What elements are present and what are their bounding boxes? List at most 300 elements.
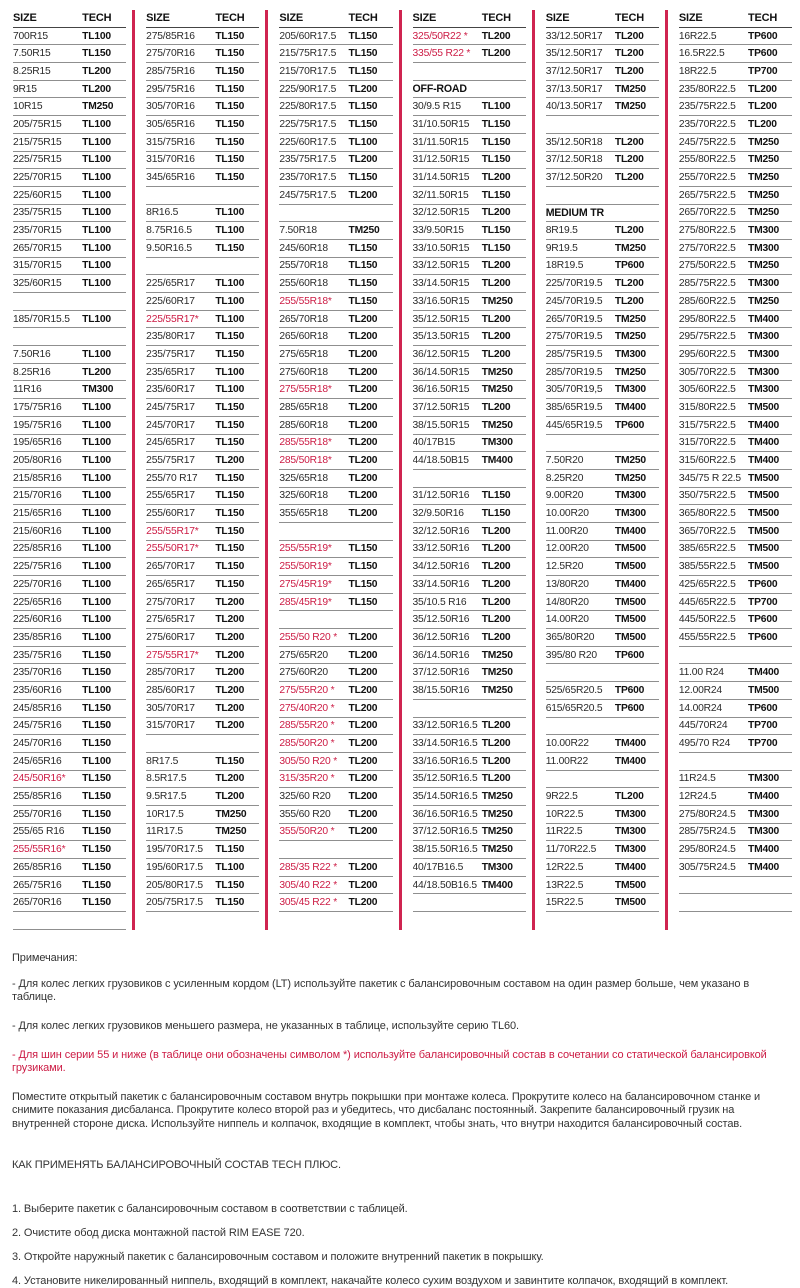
size-cell: 31/12.50R15 (412, 154, 470, 166)
tech-cell: TL100 (82, 596, 111, 608)
size-cell: 275/60R18 (279, 366, 328, 378)
table-row (679, 169, 792, 187)
size-cell: 36/16.50R16.5 (412, 808, 478, 820)
tech-cell: TP600 (614, 702, 645, 714)
table-row (279, 859, 392, 877)
size-cell: 235/60R16 (13, 684, 62, 696)
table-row (679, 275, 792, 293)
table-row (146, 806, 259, 824)
tech-cell: TM250 (481, 384, 513, 396)
size-cell: 255/55R18* (279, 295, 332, 307)
size-cell: 355/65R18 (279, 508, 328, 520)
tech-cell: TL200 (348, 897, 378, 909)
table-row (279, 187, 392, 205)
table-row (13, 435, 126, 453)
row-spacer (146, 258, 259, 276)
tech-cell: TP600 (748, 614, 778, 626)
size-cell: 285/45R19* (279, 596, 332, 608)
table-row (546, 452, 659, 470)
tech-cell: TM300 (748, 348, 780, 360)
table-row (546, 824, 659, 842)
tech-cell: TM300 (748, 225, 780, 237)
table-row (679, 594, 792, 612)
size-cell: 275/45R19* (279, 578, 332, 590)
size-cell: 285/50R20 * (279, 738, 335, 750)
tech-cell: TM300 (748, 278, 780, 290)
size-cell: 225/75R15 (13, 154, 62, 166)
size-cell: 11.00R22 (545, 755, 588, 767)
table-row (413, 293, 526, 311)
tech-cell: TL200 (348, 348, 378, 360)
tech-cell: TL150 (82, 702, 111, 714)
tech-cell: TL200 (481, 720, 511, 732)
table-row (279, 28, 392, 46)
size-cell: 225/75R16 (13, 561, 62, 573)
size-cell: 245/65R16 (13, 755, 62, 767)
table-row (279, 505, 392, 523)
table-row (146, 505, 259, 523)
size-cell: 275/55R17* (146, 649, 199, 661)
size-cell: 225/85R16 (13, 543, 62, 555)
tech-cell: TM500 (614, 543, 646, 555)
size-cell: 205/75R15 (13, 118, 62, 130)
size-cell: 11R24.5 (678, 773, 716, 785)
tech-cell: TL200 (348, 189, 378, 201)
size-cell: 34/12.50R16 (412, 561, 470, 573)
size-cell: 40/17B16.5 (412, 861, 464, 873)
tech-cell: TM300 (82, 384, 114, 396)
tech-cell: TL150 (82, 897, 111, 909)
size-cell: 9R15 (13, 83, 37, 95)
table-row (413, 45, 526, 63)
size-cell: 345/65R16 (146, 172, 195, 184)
size-cell: 245/50R16* (13, 773, 66, 785)
table-row (13, 417, 126, 435)
tech-cell: TM250 (748, 172, 780, 184)
size-cell: 235/65R17 (146, 366, 195, 378)
table-row (279, 700, 392, 718)
size-cell: 225/60R15 (13, 189, 62, 201)
table-column (668, 10, 798, 930)
tech-cell: TL100 (82, 437, 111, 449)
size-cell: 235/75R15 (13, 207, 62, 219)
size-cell: 11.00R20 (545, 525, 588, 537)
tech-header-label: TECH (614, 12, 645, 25)
table-row (279, 399, 392, 417)
tech-cell: TM300 (614, 826, 646, 838)
table-row (279, 753, 392, 771)
table-row (679, 523, 792, 541)
row-spacer (13, 912, 126, 930)
tech-cell: TM300 (748, 242, 780, 254)
size-cell: 285/70R19.5 (545, 366, 603, 378)
tech-cell: TL150 (215, 472, 245, 484)
tech-cell: TM400 (614, 738, 646, 750)
size-cell: 14.00R24 (678, 702, 722, 714)
tech-cell: TL150 (215, 348, 245, 360)
table-column (402, 10, 535, 930)
table-row (546, 258, 659, 276)
tech-cell: TM400 (614, 755, 646, 767)
table-row (13, 116, 126, 134)
size-cell: 315/70R22.5 (678, 437, 736, 449)
size-cell: 33/12.50R17 (545, 30, 603, 42)
size-cell: 245/70R17 (146, 419, 195, 431)
size-cell: 285/60R22.5 (678, 295, 736, 307)
table-row (413, 187, 526, 205)
size-cell: 285/70R17 (146, 667, 195, 679)
tech-cell: TL200 (481, 631, 511, 643)
size-cell: 285/65R18 (279, 401, 328, 413)
tech-cell: TL200 (348, 154, 378, 166)
size-cell: 285/55R18* (279, 437, 332, 449)
table-row (13, 541, 126, 559)
size-cell: 195/60R17.5 (146, 861, 203, 873)
size-header-label: SIZE (678, 12, 703, 25)
table-row (279, 718, 392, 736)
size-cell: 18R19.5 (545, 260, 584, 272)
size-cell: 255/50R19* (279, 561, 332, 573)
table-row (13, 470, 126, 488)
tech-cell: TM300 (748, 331, 780, 343)
table-row (13, 346, 126, 364)
size-cell: 12R24.5 (678, 791, 717, 803)
table-row (146, 824, 259, 842)
size-cell: 255/50R17* (146, 543, 199, 555)
table-row (546, 523, 659, 541)
size-cell: 16.5R22.5 (678, 48, 725, 60)
tech-cell: TM300 (481, 861, 513, 873)
tech-cell: TL200 (614, 278, 644, 290)
tech-cell: TM400 (748, 791, 780, 803)
row-spacer (146, 735, 259, 753)
tech-cell: TL150 (82, 738, 111, 750)
table-row (279, 311, 392, 329)
table-row (279, 81, 392, 99)
tech-cell: TM250 (748, 260, 780, 272)
size-cell: 8.5R17.5 (146, 773, 187, 785)
row-spacer (279, 841, 392, 859)
table-row (546, 169, 659, 187)
tech-cell: TL200 (348, 738, 378, 750)
size-cell: 225/65R17 (146, 278, 195, 290)
table-row (679, 576, 792, 594)
table-row (413, 788, 526, 806)
tech-cell: TL150 (215, 490, 245, 502)
table-row (546, 488, 659, 506)
table-row (146, 45, 259, 63)
table-row (13, 841, 126, 859)
size-cell: 8.25R16 (13, 366, 51, 378)
tech-cell: TL200 (348, 490, 378, 502)
size-cell: 305/70R19,5 (545, 384, 603, 396)
table-row (13, 98, 126, 116)
table-row (146, 293, 259, 311)
tech-cell: TM250 (481, 667, 513, 679)
tech-cell: TL150 (215, 543, 245, 555)
size-cell: 38/15.50R16.5 (412, 844, 478, 856)
size-cell: 295/80R22.5 (678, 313, 736, 325)
size-cell: 225/70R15 (13, 172, 62, 184)
tech-cell: TL200 (348, 879, 378, 891)
tech-cell: TM500 (614, 561, 646, 573)
table-row (413, 594, 526, 612)
size-cell: 315/70R15 (13, 260, 62, 272)
tech-cell: TL200 (481, 614, 511, 626)
table-row (413, 718, 526, 736)
tech-cell: TL100 (82, 684, 111, 696)
tech-cell: TL200 (215, 702, 245, 714)
table-row (279, 63, 392, 81)
table-row (279, 629, 392, 647)
tech-cell: TL150 (82, 720, 111, 732)
size-cell: 255/75R17 (146, 455, 195, 467)
table-column (268, 10, 401, 930)
table-row (279, 824, 392, 842)
table-row (279, 381, 392, 399)
table-row (146, 470, 259, 488)
tech-cell: TL200 (481, 738, 511, 750)
table-row (13, 611, 126, 629)
size-cell: 37/12.50R18 (545, 154, 603, 166)
size-cell: 36/14.50R16 (412, 649, 470, 661)
size-cell: 265/70R19.5 (545, 313, 603, 325)
tech-cell: TM250 (481, 826, 513, 838)
tech-cell: TM250 (748, 207, 780, 219)
table-row (279, 293, 392, 311)
tech-cell: TM250 (748, 295, 780, 307)
size-cell: 315/60R22.5 (678, 455, 736, 467)
size-cell: 215/75R15 (13, 136, 62, 148)
table-row (146, 877, 259, 895)
row-spacer (279, 523, 392, 541)
tech-cell: TL100 (215, 861, 245, 873)
table-row (279, 470, 392, 488)
size-cell: 495/70 R24 (678, 738, 731, 750)
table-row (546, 647, 659, 665)
tech-cell: TL150 (215, 136, 245, 148)
section-label: OFF-ROAD (412, 83, 467, 96)
tech-cell: TL200 (215, 614, 245, 626)
table-row (546, 240, 659, 258)
size-cell: 33/14.50R16 (412, 578, 470, 590)
size-cell: 255/85R16 (13, 791, 62, 803)
size-cell: 40/13.50R17 (545, 101, 603, 113)
tech-cell: TL200 (481, 596, 511, 608)
table-row (546, 98, 659, 116)
tech-cell: TM300 (748, 808, 780, 820)
table-row (413, 647, 526, 665)
table-row (413, 311, 526, 329)
table-row (146, 399, 259, 417)
tech-cell: TM250 (481, 419, 513, 431)
size-cell: 255/55R17* (146, 525, 199, 537)
tech-cell: TL150 (481, 490, 511, 502)
size-header-label: SIZE (279, 12, 303, 25)
size-cell: 525/65R20.5 (545, 684, 603, 696)
size-cell: 385/65R19.5 (545, 401, 603, 413)
table-row (546, 81, 659, 99)
table-row (279, 771, 392, 789)
table-row (146, 98, 259, 116)
table-row (413, 806, 526, 824)
tech-cell: TM300 (614, 844, 646, 856)
table-row (279, 45, 392, 63)
table-row (146, 452, 259, 470)
size-cell: 7.50R18 (279, 225, 317, 237)
size-cell: 30/9.5 R15 (412, 101, 461, 113)
size-cell: 11/70R22.5 (545, 844, 597, 856)
size-cell: 295/60R22.5 (678, 348, 736, 360)
tech-cell: TM500 (748, 472, 780, 484)
table-row (146, 435, 259, 453)
size-cell: 8R19.5 (545, 225, 578, 237)
tech-cell: TM500 (748, 684, 780, 696)
table-row (679, 28, 792, 46)
size-cell: 7.50R16 (13, 348, 51, 360)
tech-cell: TL150 (348, 596, 378, 608)
table-row (13, 258, 126, 276)
table-row (146, 523, 259, 541)
table-row (413, 576, 526, 594)
size-cell: 265/70R16 (13, 897, 62, 909)
size-cell: 285/35 R22 * (279, 861, 338, 873)
table-row (146, 541, 259, 559)
tech-cell: TL200 (348, 419, 378, 431)
size-cell: 265/70R17 (146, 561, 195, 573)
size-cell: 305/70R16 (146, 101, 195, 113)
size-cell: 235/80R17 (146, 331, 195, 343)
size-cell: 10R17.5 (146, 808, 184, 820)
table-row (546, 629, 659, 647)
size-cell: 275/70R19.5 (545, 331, 603, 343)
table-row (546, 45, 659, 63)
size-cell: 35/13.50R15 (412, 331, 470, 343)
size-cell: 235/80R22.5 (678, 83, 736, 95)
tech-cell: TL150 (82, 649, 111, 661)
table-row (146, 611, 259, 629)
tech-cell: TL150 (348, 561, 378, 573)
table-column (535, 10, 668, 930)
size-cell: 14.00R20 (545, 614, 589, 626)
table-row (279, 152, 392, 170)
table-row (146, 859, 259, 877)
size-cell: 36/12.50R15 (412, 348, 470, 360)
table-row (13, 859, 126, 877)
size-cell: 455/55R22.5 (678, 631, 736, 643)
size-cell: 33/12.50R15 (412, 260, 470, 272)
table-row (413, 841, 526, 859)
table-row (413, 541, 526, 559)
tech-cell: TL200 (481, 172, 511, 184)
table-row (146, 558, 259, 576)
tech-header-label: TECH (748, 12, 778, 25)
tech-cell: TM500 (748, 561, 780, 573)
size-cell: 365/80R20 (545, 631, 595, 643)
size-cell: 315/35R20 * (279, 773, 335, 785)
table-row (13, 187, 126, 205)
table-row (679, 488, 792, 506)
row-spacer (546, 718, 659, 736)
table-row (146, 682, 259, 700)
table-row (146, 718, 259, 736)
table-row (13, 169, 126, 187)
column-header (546, 10, 659, 28)
table-row (679, 664, 792, 682)
table-row (413, 488, 526, 506)
table-row (146, 205, 259, 223)
table-row (146, 788, 259, 806)
tech-cell: TL200 (614, 65, 644, 77)
size-cell: 235/60R17 (146, 384, 195, 396)
tech-cell: TL200 (215, 631, 245, 643)
table-row (679, 824, 792, 842)
size-cell: 175/75R16 (13, 401, 62, 413)
size-cell: 265/85R16 (13, 861, 62, 873)
size-cell: 245/75R16 (13, 720, 62, 732)
note-item: - Для колес легких грузовиков с усиленным кордом (LT) используйте пакетик с балансировочным составом на один размер больше, чем указано в таблице. (12, 977, 750, 1003)
table-row (413, 222, 526, 240)
size-cell: 7.50R15 (13, 48, 51, 60)
size-cell: 225/65R16 (13, 596, 62, 608)
table-row (413, 523, 526, 541)
table-row (146, 275, 259, 293)
tech-cell: TP600 (748, 578, 778, 590)
tech-cell: TL100 (82, 207, 111, 219)
tech-cell: TL100 (82, 561, 111, 573)
tech-cell: TP600 (614, 684, 645, 696)
row-spacer (413, 700, 526, 718)
tech-cell: TL150 (215, 30, 245, 42)
tech-cell: TL150 (348, 48, 378, 60)
tech-cell: TL150 (481, 154, 511, 166)
tech-cell: TL150 (215, 242, 245, 254)
size-cell: 205/80R17.5 (146, 879, 203, 891)
size-cell: 35/12.50R17 (545, 48, 603, 60)
tech-cell: TL100 (82, 118, 111, 130)
size-cell: 11.00 R24 (678, 667, 724, 679)
tech-header-label: TECH (481, 12, 511, 25)
tech-cell: TL200 (481, 401, 511, 413)
row-spacer (413, 63, 526, 81)
tech-cell: TL100 (82, 154, 111, 166)
table-row (546, 364, 659, 382)
tech-cell: TL200 (348, 472, 378, 484)
size-cell: 11R16 (13, 384, 42, 396)
size-cell: 10.00R22 (545, 738, 589, 750)
size-cell: 33/16.50R15 (412, 295, 470, 307)
tech-cell: TM250 (481, 684, 513, 696)
table-row (679, 222, 792, 240)
table-row (679, 558, 792, 576)
tech-cell: TM300 (748, 826, 780, 838)
row-spacer (546, 187, 659, 205)
tech-cell: TL100 (82, 242, 111, 254)
tech-cell: TL200 (614, 791, 644, 803)
tech-cell: TL200 (348, 861, 378, 873)
table-row (13, 682, 126, 700)
size-cell: 35/14.50R16.5 (412, 791, 478, 803)
row-spacer (413, 894, 526, 912)
tech-cell: TL100 (215, 384, 245, 396)
table-row (679, 682, 792, 700)
tech-cell: TL100 (82, 189, 111, 201)
table-row (279, 134, 392, 152)
tech-cell: TL150 (348, 118, 378, 130)
size-cell: 285/50R18* (279, 455, 332, 467)
tech-cell: TM250 (481, 808, 513, 820)
size-cell: 265/75R16 (13, 879, 62, 891)
